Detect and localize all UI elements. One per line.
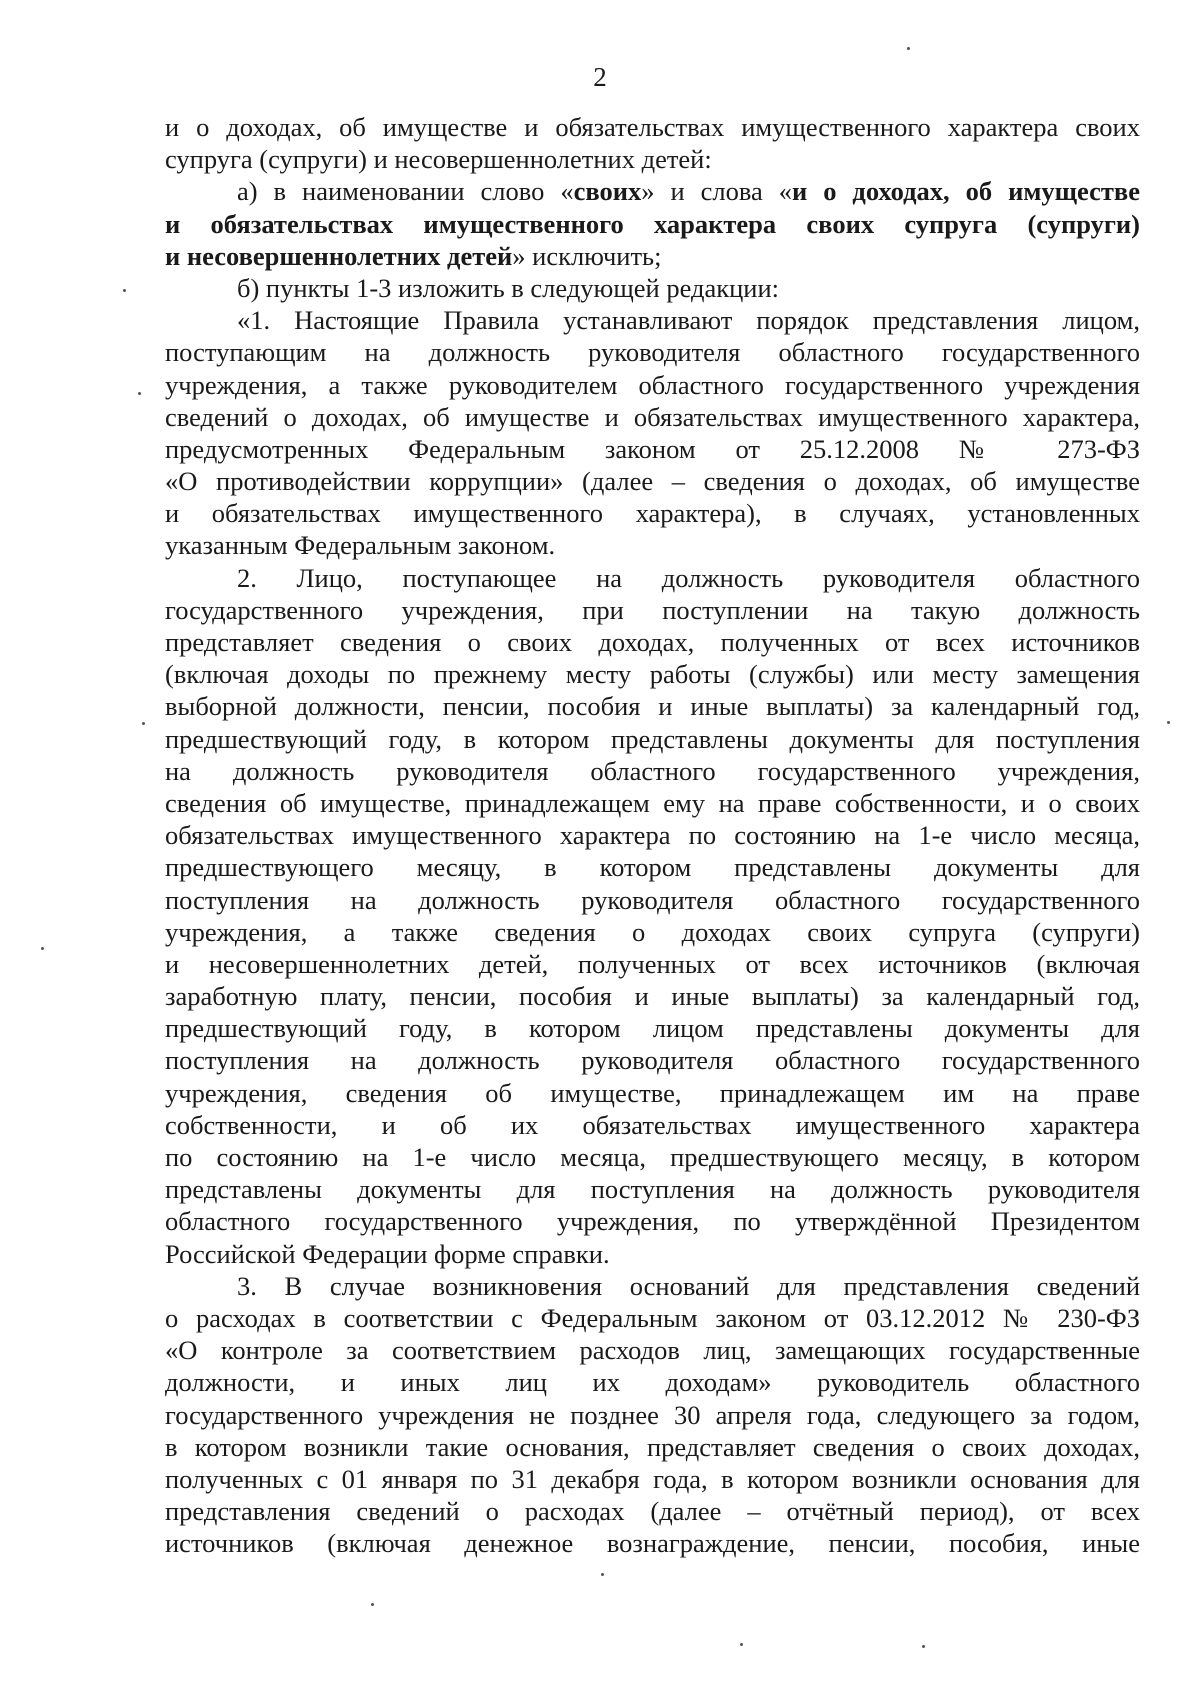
paragraph-2-line: заработную плату, пенсии, пособия и иные выплаты) за календарный год,: [165, 981, 1140, 1012]
paragraph-3-line: должности, и иных лиц их доходам» руководитель областного: [165, 1367, 1140, 1398]
paragraph-2-line: государственного учреждения, при поступлении на такую должность: [165, 594, 1140, 625]
paragraph-2-line: поступления на должность руководителя областного государственного: [165, 1045, 1140, 1076]
paragraph-1-line: «1. Настоящие Правила устанавливают порядок представления лицом,: [237, 305, 1140, 336]
item-a-line-2: [165, 208, 1140, 240]
item-a-bold-line1: и о доходах, об имуществе: [791, 176, 1140, 207]
item-a-line-1: [165, 175, 1140, 207]
paragraph-2-line: обязательствах имущественного характера по состоянию на 1-е число месяца,: [165, 820, 1140, 851]
item-b: б) пункты 1-3 изложить в следующей редакции:: [237, 272, 780, 303]
item-a-prefix: а) в наименовании слово «: [237, 176, 574, 207]
paragraph-3-line: 3. В случае возникновения оснований для представления сведений: [237, 1270, 1140, 1301]
item-a-bold-line2: и обязательствах имущественного характера своих супруга (супруги): [165, 208, 1140, 239]
scan-speck: [142, 722, 145, 725]
paragraph-2-line: по состоянию на 1-е число месяца, предшествующего месяцу, в котором: [165, 1142, 1140, 1172]
paragraph-2-line: представлены документы для поступления на должность руководителя: [165, 1174, 1140, 1205]
paragraph-2-line: предшествующий году, в котором представлены документы для поступления: [165, 723, 1140, 754]
scan-speck: [601, 1573, 604, 1576]
paragraph-2-line: (включая доходы по прежнему месту работы (службы) или месту замещения: [165, 659, 1140, 690]
scan-speck: [138, 392, 141, 395]
paragraph-3-line: полученных с 01 января по 31 декабря года, в котором возникли основания для: [165, 1463, 1140, 1494]
paragraph-1-line: «О противодействии коррупции» (далее – сведения о доходах, об имуществе: [165, 466, 1140, 497]
paragraph-1-line: учреждения, а также руководителем областного государственного учреждения: [165, 369, 1140, 400]
paragraph-1-line: поступающим на должность руководителя областного государственного: [165, 337, 1140, 368]
paragraph-2-line: и несовершеннолетних детей, полученных от всех источников (включая: [165, 948, 1140, 979]
paragraph-2-line: 2. Лицо, поступающее на должность руководителя областного: [237, 562, 1140, 593]
item-a-bold-line3: и несовершеннолетних детей: [165, 240, 513, 271]
paragraph-2-line: представляет сведения о своих доходах, полученных от всех источников: [165, 627, 1140, 657]
paragraph-1-line: и обязательствах имущественного характера), в случаях, установленных: [165, 498, 1140, 529]
paragraph-2-line: Российской Федерации форме справки.: [165, 1238, 610, 1269]
paragraph-2-line: собственности, и об их обязательствах имущественного характера: [165, 1109, 1140, 1140]
paragraph-3-line: «О контроле за соответствием расходов лиц, замещающих государственные: [165, 1335, 1140, 1366]
paragraph-1-line: сведений о доходах, об имуществе и обязательствах имущественного характера,: [165, 401, 1140, 432]
item-a-line-3: [165, 240, 1140, 272]
scan-speck: [1167, 721, 1170, 724]
paragraph-3-line: источников (включая денежное вознаграждение, пенсии, пособия, иные: [165, 1528, 1140, 1559]
item-a-word-bold: своих: [573, 176, 642, 207]
scan-speck: [371, 1603, 374, 1606]
page-number: 2: [593, 62, 607, 92]
paragraph-1-line: указанным Федеральным законом.: [165, 530, 556, 561]
paragraph-3-line: представления сведений о расходах (далее – отчётный период), от всех: [165, 1496, 1140, 1527]
paragraph-2-line: учреждения, а также сведения о доходах своих супруга (супруги): [165, 916, 1140, 947]
paragraph-2-line: областного государственного учреждения, по утверждённой Президентом: [165, 1206, 1140, 1237]
paragraph-2-line: поступления на должность руководителя областного государственного: [165, 884, 1140, 915]
scan-speck: [740, 1643, 743, 1646]
paragraph-3-line: в котором возникли такие основания, представляет сведения о своих доходах,: [165, 1431, 1140, 1462]
scan-speck: [41, 947, 44, 950]
paragraph-2-line: предшествующий году, в котором лицом представлены документы для: [165, 1013, 1140, 1044]
paragraph-2-line: выборной должности, пенсии, пособия и иные выплаты) за календарный год,: [165, 691, 1140, 722]
intro-line: супруга (супруги) и несовершеннолетних детей:: [165, 144, 712, 175]
scan-speck: [922, 1645, 925, 1648]
scan-speck: [123, 289, 126, 292]
paragraph-2-line: на должность руководителя областного государственного учреждения,: [165, 755, 1140, 786]
scan-speck: [907, 47, 910, 50]
paragraph-3-line: о расходах в соответствии с Федеральным законом от 03.12.2012 № 230-ФЗ: [165, 1302, 1140, 1333]
paragraph-2-line: предшествующего месяцу, в котором представлены документы для: [165, 852, 1140, 883]
paragraph-1-line: предусмотренных Федеральным законом от 25.12.2008 № 273-ФЗ: [165, 433, 1140, 464]
paragraph-2-line: учреждения, сведения об имуществе, принадлежащем им на праве: [165, 1077, 1140, 1108]
intro-line: и о доходах, об имуществе и обязательствах имущественного характера своих: [165, 112, 1140, 142]
document-body: [165, 111, 1140, 1559]
paragraph-3-line: государственного учреждения не позднее 30 апреля года, следующего за годом,: [165, 1399, 1140, 1430]
paragraph-2-line: сведения об имуществе, принадлежащем ему на праве собственности, и о своих: [165, 787, 1140, 818]
item-a-suffix: » исключить;: [512, 240, 662, 271]
item-a-middle: » и слова «: [641, 176, 792, 207]
